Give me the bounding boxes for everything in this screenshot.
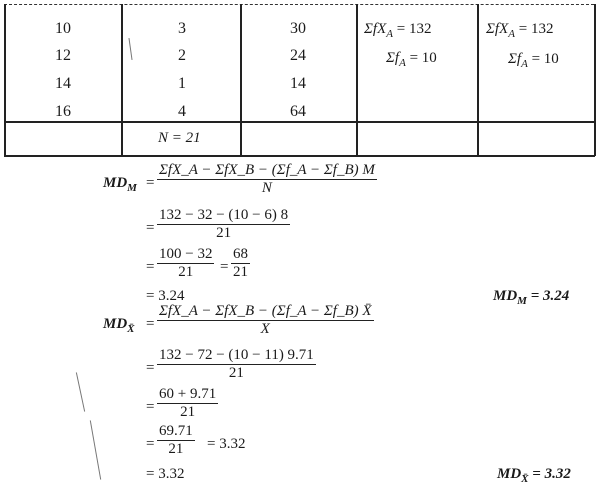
equals-sign: = xyxy=(146,220,155,236)
equals-sign: = xyxy=(146,436,155,452)
cell-x: 12 xyxy=(55,47,71,64)
cell-fx: 14 xyxy=(290,75,306,92)
cell-x: 10 xyxy=(55,20,71,37)
table-vline xyxy=(594,4,596,156)
cell-x: 16 xyxy=(55,103,71,120)
md-m-step3b: $\frac{68}{21}$ xyxy=(233,246,248,280)
table-hline xyxy=(4,155,595,157)
table-hline xyxy=(4,121,595,123)
md-m-formula: ΣfX_A − ΣfX_B − (Σf_A − Σf_B) M N xyxy=(159,162,375,196)
table-vline xyxy=(4,4,6,156)
equals-sign: = xyxy=(146,399,155,415)
equals-sign: = xyxy=(146,175,155,191)
total-n: N = 21 xyxy=(158,130,201,146)
md-x-step2: $\frac{132 - 72 - (10 - 11) 9.71}{21}$ xyxy=(159,347,314,381)
cell-fx: 64 xyxy=(290,103,306,120)
md-x-formula: ΣfX_A − ΣfX_B − (Σf_A − Σf_B) X̄ X xyxy=(159,303,372,337)
equals-sign: = xyxy=(146,259,155,275)
md-m-label: $MD_M$ xyxy=(103,175,137,194)
cell-x: 14 xyxy=(55,75,71,92)
sum-fx-a: ΣfX$_A$ = 132 xyxy=(486,21,554,40)
md-x-result: $MD_{X̄} = 3.32$ xyxy=(497,466,571,485)
equals-sign: = xyxy=(146,360,155,376)
md-x-step4-tail: = 3.32 xyxy=(207,436,246,452)
cell-f: 4 xyxy=(178,103,186,120)
scan-mark xyxy=(90,420,101,479)
sum-f-a: $\Sigma f_A = 10$ xyxy=(386,50,437,69)
cell-f: 2 xyxy=(178,47,186,64)
cell-fx: 30 xyxy=(290,20,306,37)
cell-fx: 24 xyxy=(290,47,306,64)
md-x-step5: = 3.32 xyxy=(146,466,185,482)
md-x-step3: $\frac{60 + 9.71}{21}$ xyxy=(159,386,217,420)
md-m-step4: = 3.24 xyxy=(146,288,185,304)
cell-f: 3 xyxy=(178,20,186,37)
md-m-step2: $\frac{132 - 32 - (10 - 6) 8}{21}$ xyxy=(159,207,289,241)
table-vline xyxy=(121,4,123,156)
md-m-step3a: $\frac{100 - 32}{21}$ xyxy=(159,246,213,280)
table-vline xyxy=(477,4,479,156)
cell-f: 1 xyxy=(178,75,186,92)
scan-mark xyxy=(128,38,132,60)
equals-sign: = xyxy=(220,259,229,275)
md-x-label: $MD_{X̄}$ xyxy=(103,316,135,335)
sum-f-a: $\Sigma f_A = 10$ xyxy=(508,51,559,70)
equals-sign: = xyxy=(146,316,155,332)
table-vline xyxy=(240,4,242,156)
scan-mark xyxy=(76,372,85,411)
md-m-result: $MD_M = 3.24$ xyxy=(493,288,570,307)
sum-fx-a: ΣfX$_A$ = 132 xyxy=(364,21,432,40)
table-vline xyxy=(356,4,358,156)
md-x-step4: $\frac{69.71}{21}$ xyxy=(159,423,193,457)
table-top-border xyxy=(4,4,594,5)
